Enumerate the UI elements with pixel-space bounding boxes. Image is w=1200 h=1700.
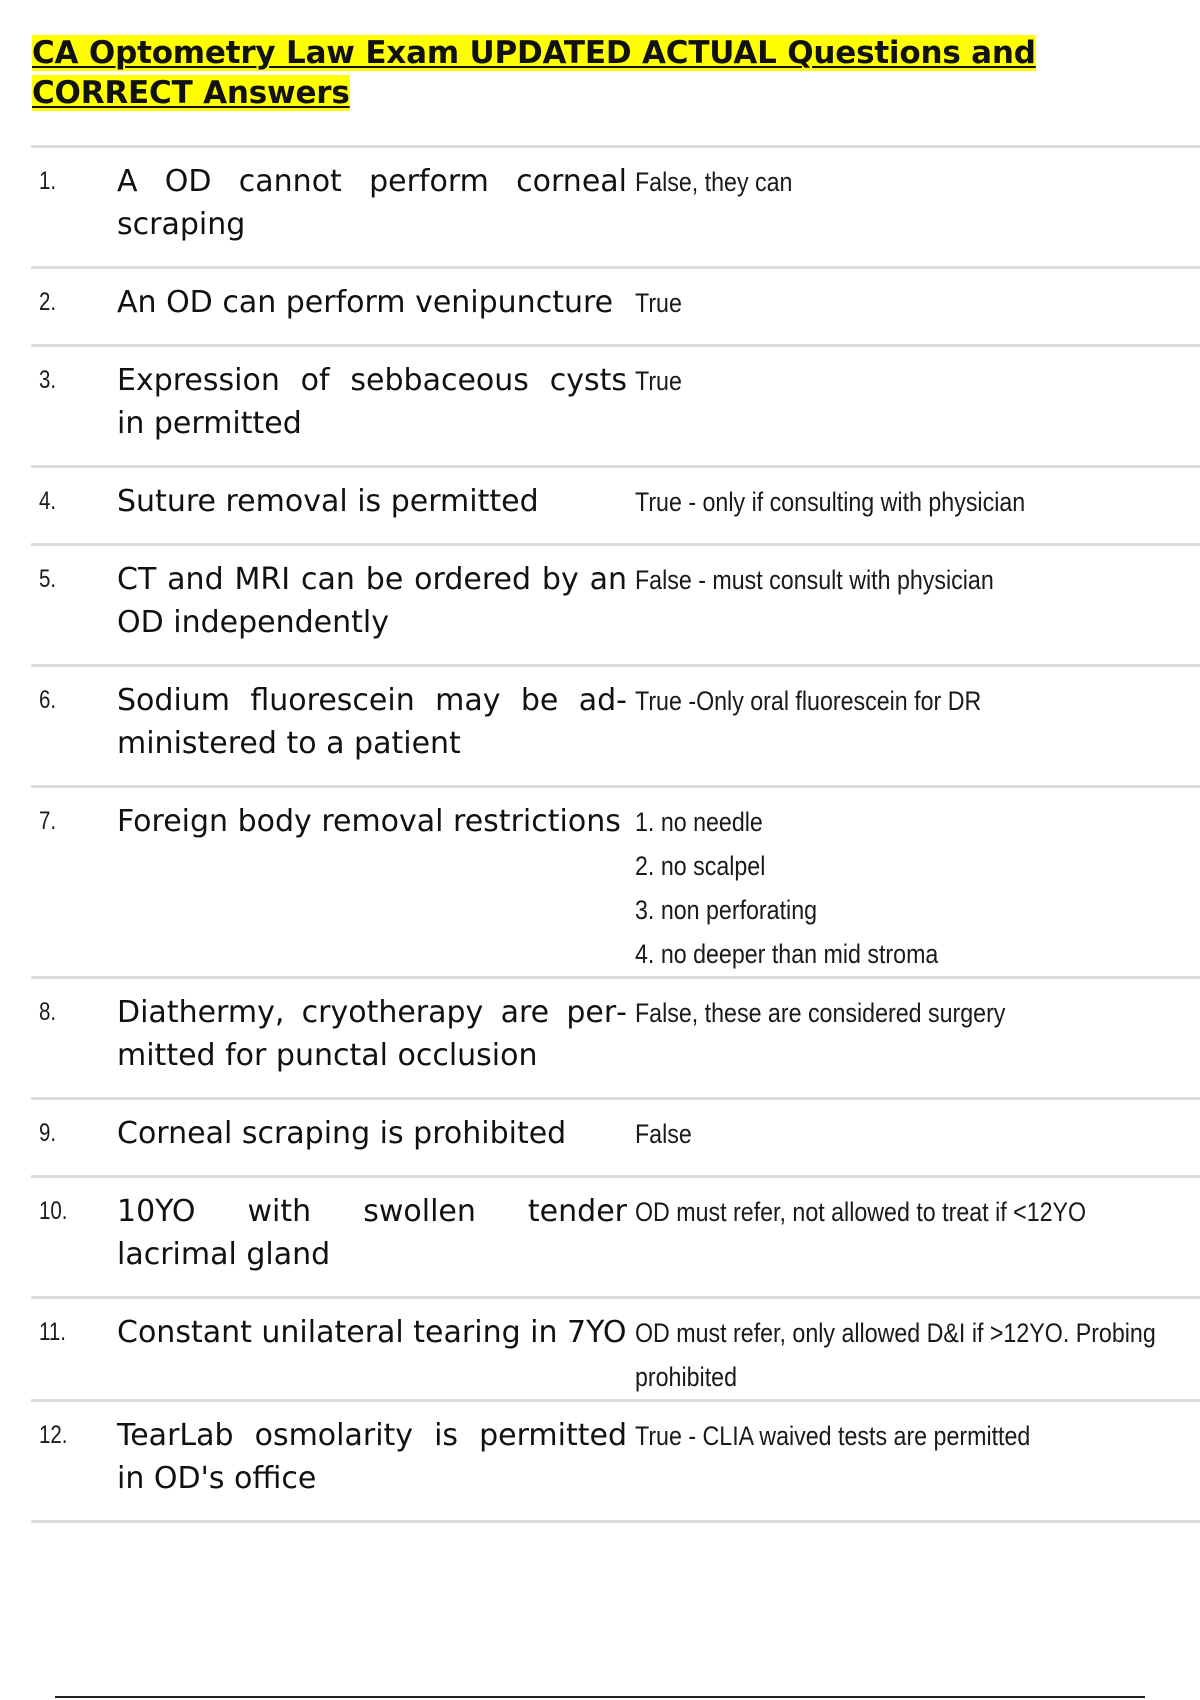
answer-line: True xyxy=(635,366,682,396)
question-text: Suture removal is permitted xyxy=(117,484,539,519)
answer-cell xyxy=(635,787,1200,978)
answer-line: OD must refer, not allowed to treat if <12YO xyxy=(635,1197,1087,1227)
answer-text xyxy=(635,800,1199,976)
answer-text xyxy=(635,359,1199,403)
answer-line: OD must refer, only allowed D&I if >12YO. Probing prohibited xyxy=(635,1318,1156,1392)
qa-row xyxy=(31,1099,1200,1177)
question-text: Sodium fluorescein may be administered to a patient xyxy=(117,683,627,761)
answer-cell xyxy=(635,346,1200,467)
answer-text xyxy=(635,1311,1199,1399)
question-text: A OD cannot perform corneal scraping xyxy=(117,164,627,242)
qa-row xyxy=(31,1401,1200,1522)
qa-row xyxy=(31,666,1200,787)
answer-line: 2. no scalpel xyxy=(635,851,766,881)
question-number-text: 6. xyxy=(39,686,57,714)
answer-cell xyxy=(635,268,1200,346)
question-number-text: 8. xyxy=(39,998,57,1026)
answer-text xyxy=(635,1414,1199,1458)
qa-table xyxy=(31,145,1200,1523)
question-number-text: 9. xyxy=(39,1119,57,1147)
question-number-text: 5. xyxy=(39,565,57,593)
answer-line: True xyxy=(635,288,682,318)
question-text: 10YO with swollen tender lacrimal gland xyxy=(117,1194,627,1272)
question-number-text: 4. xyxy=(39,487,57,515)
question-text: Constant unilateral tearing in 7YO xyxy=(117,1315,627,1350)
answer-cell xyxy=(635,467,1200,545)
answer-text xyxy=(635,558,1199,602)
answer-text xyxy=(635,1112,1199,1156)
question-number xyxy=(31,1401,117,1522)
question-number xyxy=(31,1298,117,1401)
question-number-text: 10. xyxy=(39,1197,68,1225)
answer-line: 1. no needle xyxy=(635,807,763,837)
answer-text xyxy=(635,1190,1199,1234)
question-number-text: 12. xyxy=(39,1421,68,1449)
answer-line: False - must consult with physician xyxy=(635,565,994,595)
question-number-text: 11. xyxy=(39,1318,66,1346)
question-text: Diathermy, cryotherapy are permitted for punctal occlusion xyxy=(117,995,627,1073)
answer-cell xyxy=(635,978,1200,1099)
page-bottom-rule xyxy=(55,1696,1145,1698)
answer-line: True - only if consulting with physician xyxy=(635,487,1026,517)
answer-cell xyxy=(635,147,1200,268)
question-number-text: 7. xyxy=(39,807,57,835)
question-number xyxy=(31,545,117,666)
qa-row xyxy=(31,1298,1200,1401)
question-text: Expression of sebbaceous cysts in permitted xyxy=(117,363,627,441)
question-number xyxy=(31,1177,117,1298)
qa-row xyxy=(31,147,1200,268)
question-number xyxy=(31,147,117,268)
qa-row xyxy=(31,787,1200,978)
answer-cell xyxy=(635,545,1200,666)
question-number xyxy=(31,978,117,1099)
qa-row xyxy=(31,346,1200,467)
answer-text xyxy=(635,480,1199,524)
answer-cell xyxy=(635,1298,1200,1401)
document-title-text: CA Optometry Law Exam UPDATED ACTUAL Questions and CORRECT Answers xyxy=(32,35,1036,111)
question-text: TearLab osmolarity is permitted in OD's office xyxy=(117,1418,627,1496)
answer-text xyxy=(635,991,1199,1035)
answer-text xyxy=(635,679,1199,723)
question-number xyxy=(31,268,117,346)
question-number-text: 1. xyxy=(39,167,57,195)
answer-cell xyxy=(635,1401,1200,1522)
question-text: An OD can perform venipuncture xyxy=(117,285,614,320)
answer-text xyxy=(635,281,1199,325)
answer-text xyxy=(635,160,1199,204)
answer-line: 3. non perforating xyxy=(635,895,818,925)
question-number xyxy=(31,1099,117,1177)
question-text: Foreign body removal restrictions xyxy=(117,804,621,839)
answer-cell xyxy=(635,666,1200,787)
qa-row xyxy=(31,1177,1200,1298)
question-number-text: 2. xyxy=(39,288,57,316)
answer-line: False xyxy=(635,1119,692,1149)
answer-line: False, these are considered surgery xyxy=(635,998,1006,1028)
question-text: Corneal scraping is prohibited xyxy=(117,1116,567,1151)
qa-row xyxy=(31,545,1200,666)
qa-row xyxy=(31,978,1200,1099)
question-number xyxy=(31,467,117,545)
answer-line: 4. no deeper than mid stroma xyxy=(635,939,939,969)
qa-row xyxy=(31,268,1200,346)
qa-table-body xyxy=(31,147,1200,1522)
answer-line: False, they can xyxy=(635,167,793,197)
question-number xyxy=(31,787,117,978)
question-text: CT and MRI can be ordered by an OD independently xyxy=(117,562,627,640)
answer-line: True -Only oral fluorescein for DR xyxy=(635,686,982,716)
question-number xyxy=(31,346,117,467)
answer-cell xyxy=(635,1177,1200,1298)
answer-cell xyxy=(635,1099,1200,1177)
document-title xyxy=(32,33,1192,113)
question-number xyxy=(31,666,117,787)
answer-line: True - CLIA waived tests are permitted xyxy=(635,1421,1031,1451)
qa-row xyxy=(31,467,1200,545)
question-number-text: 3. xyxy=(39,366,57,394)
